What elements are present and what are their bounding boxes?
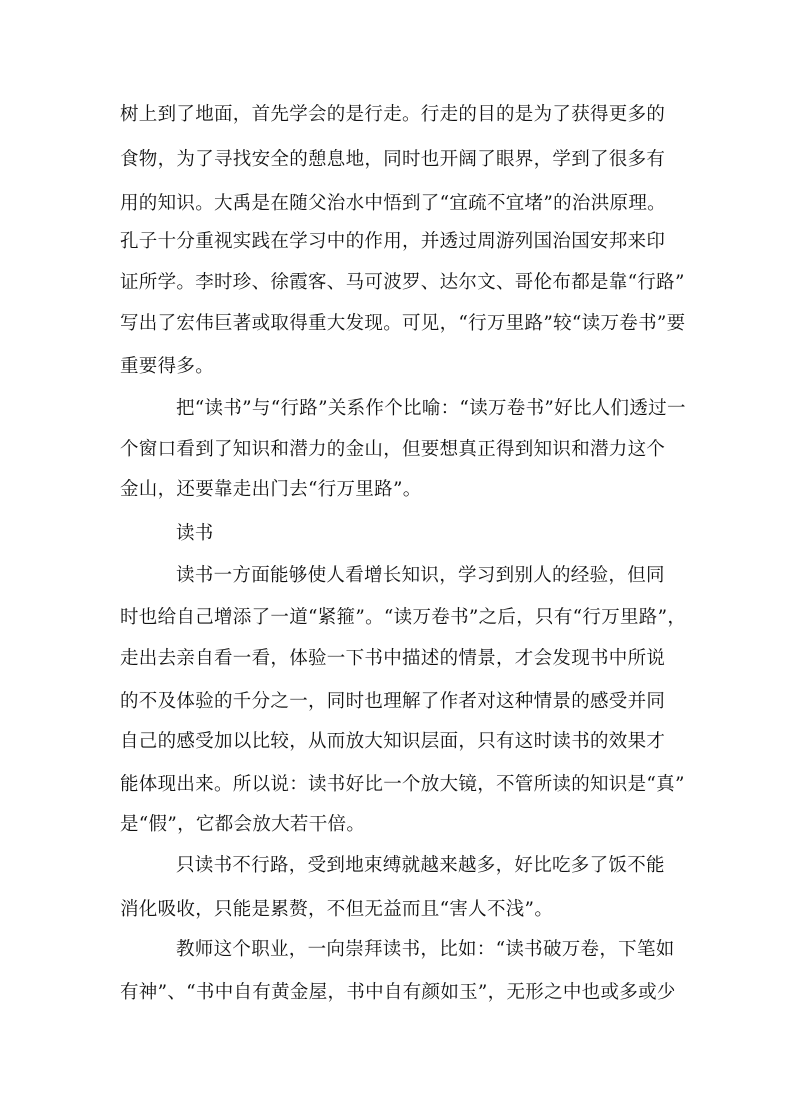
- text-line: 能体现出来。所以说：读书好比一个放大镜，不管所读的知识是“真”: [120, 774, 685, 795]
- text-line: 消化吸收，只能是累赘，不但无益而且“害人不浅”。: [120, 899, 554, 920]
- text-line: 金山，还要靠走出门去“行万里路”。: [120, 479, 422, 500]
- text-line: 教师这个职业，一向崇拜读书，比如：“读书破万卷，下笔如: [176, 939, 675, 960]
- text-line: 用的知识。大禹是在随父治水中悟到了“宜疏不宜堵”的治洪原理。: [120, 193, 666, 214]
- text-line: 写出了宏伟巨著或取得重大发现。可见，“行万里路”较“读万卷书”要: [120, 313, 686, 334]
- text-line: 个窗口看到了知识和潜力的金山，但要想真正得到知识和潜力这个: [120, 439, 666, 460]
- text-line: 把“读书”与“行路”关系作个比喻：“读万卷书”好比人们透过一: [176, 398, 686, 419]
- text-line: 树上到了地面，首先学会的是行走。行走的目的是为了获得更多的: [120, 104, 666, 125]
- section-heading: 读书: [176, 523, 214, 544]
- text-line: 的不及体验的千分之一，同时也理解了作者对这种情景的感受并同: [120, 691, 666, 712]
- text-line: 读书一方面能够使人看增长知识，学习到别人的经验，但同: [176, 565, 665, 586]
- text-line: 自己的感受加以比较，从而放大知识层面，只有这时读书的效果才: [120, 731, 666, 752]
- text-line: 重要得多。: [120, 356, 215, 377]
- text-line: 是“假”，它都会放大若干倍。: [120, 814, 366, 835]
- text-line: 有神”、“书中自有黄金屋，书中自有颜如玉”，无形之中也或多或少: [120, 982, 676, 1003]
- text-line: 食物，为了寻找安全的憩息地，同时也开阔了眼界，学到了很多有: [120, 149, 666, 170]
- text-line: 时也给自己增添了一道“紧箍”。“读万卷书”之后，只有“行万里路”，: [120, 607, 687, 628]
- text-line: 证所学。李时珍、徐霞客、马可波罗、达尔文、哥伦布都是靠“行路”: [120, 272, 685, 293]
- text-line: 孔子十分重视实践在学习中的作用，并透过周游列国治国安邦来印: [120, 231, 666, 252]
- text-line: 只读书不行路，受到地束缚就越来越多，好比吃多了饭不能: [176, 855, 665, 876]
- text-line: 走出去亲自看一看，体验一下书中描述的情景，才会发现书中所说: [120, 648, 666, 669]
